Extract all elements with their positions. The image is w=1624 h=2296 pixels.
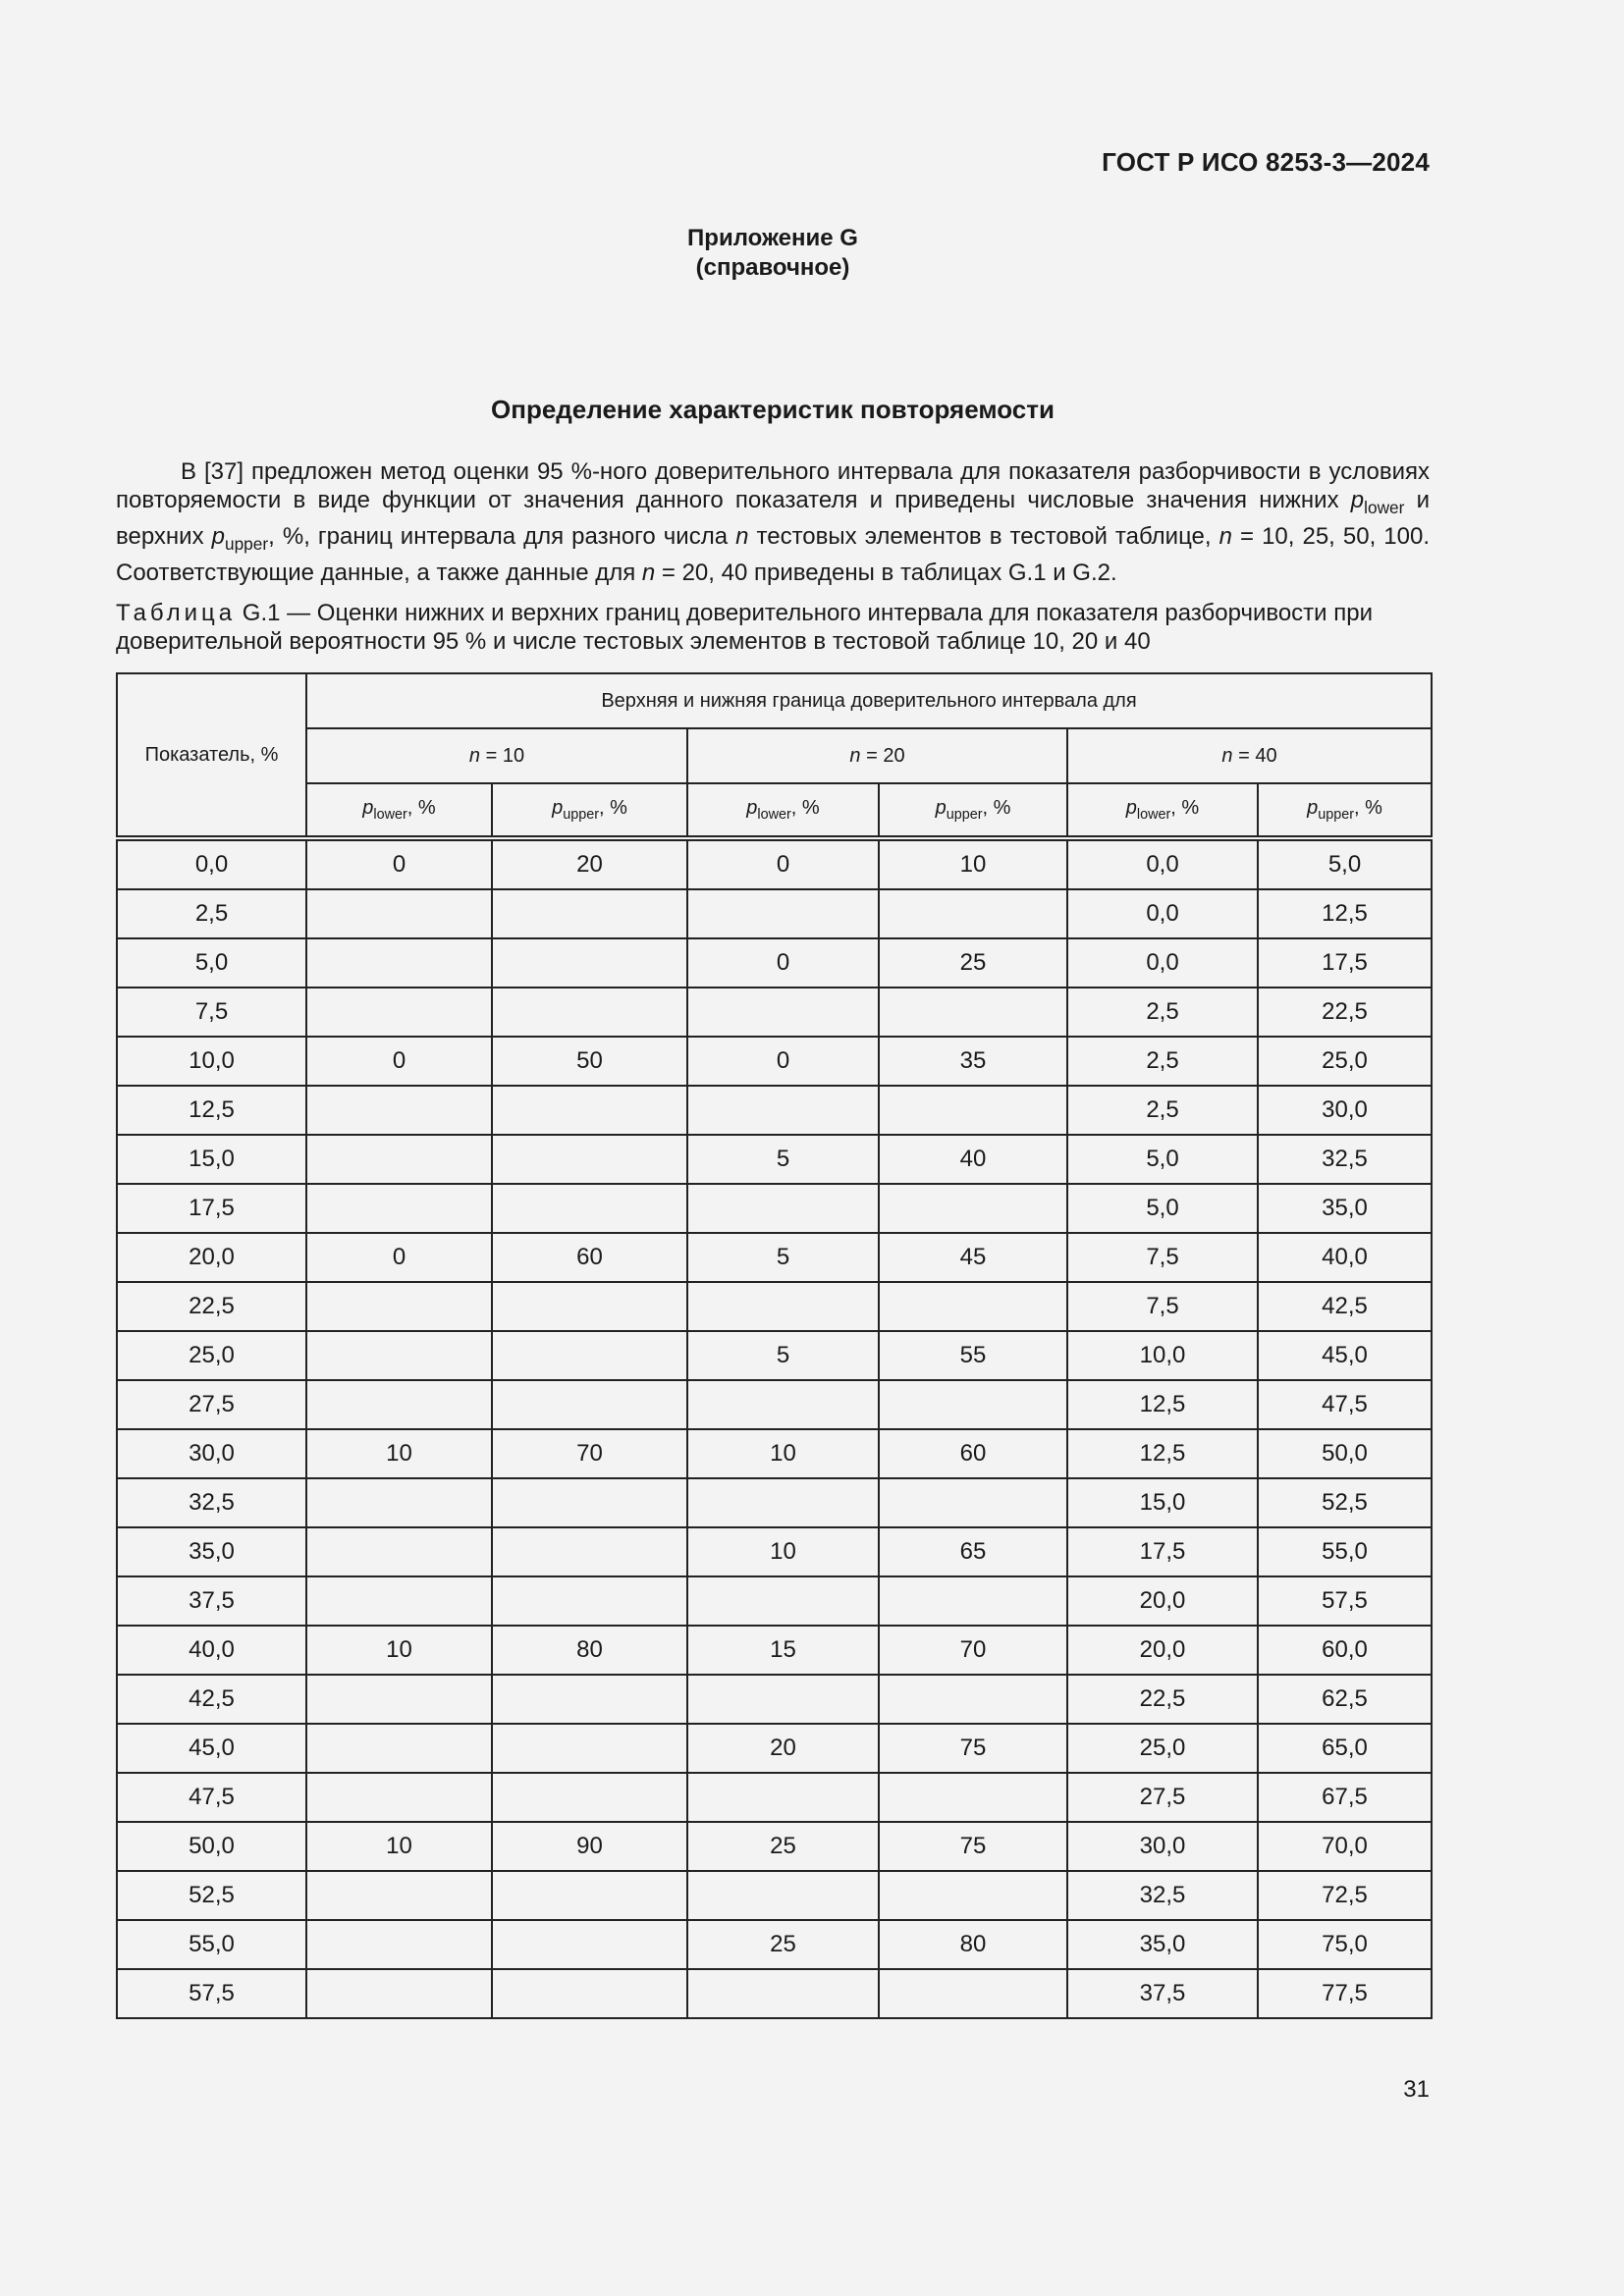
table-cell [492,1773,687,1822]
table-cell [306,1184,492,1233]
table-cell: 2,5 [1067,1037,1258,1086]
table-row [117,1282,1432,1331]
table-cell [879,1184,1067,1233]
indicator-cell: 35,0 [117,1527,306,1576]
table-cell: 32,5 [1258,1135,1432,1184]
column-header-n40: n = 40 [1067,728,1432,783]
table-cell [687,1282,879,1331]
table-row [117,988,1432,1037]
table-cell [492,938,687,988]
table-cell: 47,5 [1258,1380,1432,1429]
table-cell [306,1773,492,1822]
table-cell: 45,0 [1258,1331,1432,1380]
indicator-cell: 20,0 [117,1233,306,1282]
table-cell [687,889,879,938]
table-cell: 75 [879,1724,1067,1773]
indicator-cell: 5,0 [117,938,306,988]
table-cell: 25,0 [1258,1037,1432,1086]
table-cell: 0 [306,1037,492,1086]
table-cell [492,1871,687,1920]
table-row [117,1086,1432,1135]
table-cell [492,1724,687,1773]
table-cell [687,988,879,1037]
column-header-n20: n = 20 [687,728,1067,783]
table-body [117,838,1432,2018]
column-header-p-lower: $p_{lower}$, % [687,783,879,838]
section-title: Определение характеристик повторяемости [491,395,1055,424]
table-row [117,1380,1432,1429]
table-row [117,838,1432,889]
column-header-indicator: Показатель, % [117,673,306,838]
table-caption-label: Таблица [116,600,237,626]
table-cell: 2,5 [1067,988,1258,1037]
table-cell: 17,5 [1067,1527,1258,1576]
table-row [117,1724,1432,1773]
table-cell [879,988,1067,1037]
intro-paragraph: В [37] предложен метод оценки 95 %-ного доверительного интервала для показателя разборчивости в условиях повторяемости в виде функции от значения данного показателя и приведены числовые значения нижних $p_{lower}$ и верхних $p_{upper}$, %, границ интервала для разного числа n тестовых элементов в тестовой таблице, n = 10, 25, 50, 100. Соответствующие данные, а также данные для n = 20, 40 приведены в таблицах G.1 и G.2. [116,458,1431,587]
table-row [117,1626,1432,1675]
table-cell: 27,5 [1067,1773,1258,1822]
indicator-cell: 15,0 [117,1135,306,1184]
column-header-p-upper: $p_{upper}$, % [879,783,1067,838]
table-cell [492,1135,687,1184]
table-row [117,1037,1432,1086]
table-cell: 10 [306,1822,492,1871]
table-cell: 50,0 [1258,1429,1432,1478]
column-header-p-lower: $p_{lower}$, % [1067,783,1258,838]
table-cell: 40,0 [1258,1233,1432,1282]
indicator-cell: 52,5 [117,1871,306,1920]
column-header-group: Верхняя и нижняя граница доверительного интервала для [306,673,1432,728]
table-cell: 5 [687,1331,879,1380]
table-cell: 0 [306,838,492,889]
table-cell: 17,5 [1258,938,1432,988]
table-row [117,1527,1432,1576]
table-cell: 10,0 [1067,1331,1258,1380]
table-cell: 12,5 [1258,889,1432,938]
table-cell [687,1478,879,1527]
table-cell: 77,5 [1258,1969,1432,2018]
table-cell [306,1724,492,1773]
table-row [117,1920,1432,1969]
table-cell: 10 [687,1429,879,1478]
indicator-cell: 47,5 [117,1773,306,1822]
table-row [117,1822,1432,1871]
table-row [117,1969,1432,2018]
table-cell: 10 [306,1626,492,1675]
indicator-cell: 12,5 [117,1086,306,1135]
table-row [117,938,1432,988]
table-cell: 70,0 [1258,1822,1432,1871]
table-cell [492,1920,687,1969]
table-cell: 72,5 [1258,1871,1432,1920]
table-cell: 35,0 [1067,1920,1258,1969]
table-cell: 65,0 [1258,1724,1432,1773]
document-code: ГОСТ Р ИСО 8253-3—2024 [1102,147,1430,177]
table-row [117,1184,1432,1233]
table-cell: 10 [879,838,1067,889]
table-cell [687,1576,879,1626]
table-cell: 0,0 [1067,889,1258,938]
table-cell: 0 [306,1233,492,1282]
table-cell: 7,5 [1067,1282,1258,1331]
table-cell: 25 [879,938,1067,988]
table-cell: 75 [879,1822,1067,1871]
table-cell: 80 [879,1920,1067,1969]
table-cell: 75,0 [1258,1920,1432,1969]
table-cell [492,1086,687,1135]
indicator-cell: 22,5 [117,1282,306,1331]
table-row [117,1429,1432,1478]
indicator-cell: 7,5 [117,988,306,1037]
table-cell: 62,5 [1258,1675,1432,1724]
indicator-cell: 2,5 [117,889,306,938]
table-cell: 45 [879,1233,1067,1282]
table-cell [687,1969,879,2018]
table-cell: 37,5 [1067,1969,1258,2018]
table-cell: 42,5 [1258,1282,1432,1331]
table-cell: 60 [879,1429,1067,1478]
table-cell: 60 [492,1233,687,1282]
table-cell: 35 [879,1037,1067,1086]
table-row [117,1331,1432,1380]
table-cell: 15 [687,1626,879,1675]
indicator-cell: 32,5 [117,1478,306,1527]
table-cell: 5 [687,1135,879,1184]
table-cell [687,1380,879,1429]
table-cell [306,988,492,1037]
table-cell: 20 [687,1724,879,1773]
table-row [117,1478,1432,1527]
table-cell: 5,0 [1067,1184,1258,1233]
table-cell [306,1871,492,1920]
column-header-n10: n = 10 [306,728,687,783]
table-cell: 40 [879,1135,1067,1184]
indicator-cell: 50,0 [117,1822,306,1871]
table-row [117,1773,1432,1822]
table-cell: 2,5 [1067,1086,1258,1135]
indicator-cell: 40,0 [117,1626,306,1675]
table-cell: 0,0 [1067,838,1258,889]
table-caption [116,599,1430,656]
table-cell [306,1282,492,1331]
table-cell [306,1380,492,1429]
table-cell [492,1282,687,1331]
table-row [117,889,1432,938]
table-cell: 5,0 [1067,1135,1258,1184]
table-cell: 57,5 [1258,1576,1432,1626]
table-cell [492,1380,687,1429]
table-cell [306,1527,492,1576]
indicator-cell: 42,5 [117,1675,306,1724]
annex-heading [0,224,1545,283]
table-cell [879,1576,1067,1626]
table-caption-text: G.1 — Оценки нижних и верхних границ доверительного интервала для показателя разборчивости при доверительной вероятности 95 % и числе тестовых элементов в тестовой таблице 10, 20 и 40 [116,600,1373,655]
indicator-cell: 17,5 [117,1184,306,1233]
table-cell [306,889,492,938]
table-cell [879,1086,1067,1135]
table-cell: 0 [687,838,879,889]
table-cell: 0 [687,938,879,988]
table-cell: 60,0 [1258,1626,1432,1675]
table-row [117,1675,1432,1724]
column-header-p-lower: $p_{lower}$, % [306,783,492,838]
table-cell [687,1086,879,1135]
table-cell [687,1675,879,1724]
table-cell [879,1773,1067,1822]
table-cell: 12,5 [1067,1429,1258,1478]
table-cell: 67,5 [1258,1773,1432,1822]
table-cell: 65 [879,1527,1067,1576]
table-cell: 80 [492,1626,687,1675]
table-cell [879,1282,1067,1331]
table-cell: 10 [306,1429,492,1478]
table-cell [306,1478,492,1527]
table-cell: 52,5 [1258,1478,1432,1527]
table-cell: 30,0 [1258,1086,1432,1135]
table-cell: 90 [492,1822,687,1871]
table-cell: 70 [879,1626,1067,1675]
table-cell [687,1184,879,1233]
table-cell: 12,5 [1067,1380,1258,1429]
table-cell [306,1135,492,1184]
table-cell [306,1969,492,2018]
table-cell: 20 [492,838,687,889]
table-cell [492,988,687,1037]
table-row [117,1576,1432,1626]
table-cell: 0 [687,1037,879,1086]
table-cell: 35,0 [1258,1184,1432,1233]
table-cell [879,1675,1067,1724]
indicator-cell: 57,5 [117,1969,306,2018]
table-cell [306,1920,492,1969]
table-cell: 25,0 [1067,1724,1258,1773]
table-cell: 25 [687,1920,879,1969]
table-cell [492,1576,687,1626]
table-cell: 32,5 [1067,1871,1258,1920]
table-cell [492,1675,687,1724]
table-cell: 55 [879,1331,1067,1380]
table-row [117,1871,1432,1920]
table-cell: 25 [687,1822,879,1871]
table-cell: 20,0 [1067,1576,1258,1626]
table-cell [492,889,687,938]
table-cell: 70 [492,1429,687,1478]
table-cell [879,1871,1067,1920]
indicator-cell: 0,0 [117,838,306,889]
table-cell [687,1773,879,1822]
table-cell: 50 [492,1037,687,1086]
table-cell: 5 [687,1233,879,1282]
table-cell: 20,0 [1067,1626,1258,1675]
annex-title: Приложение G [687,225,858,251]
table-cell: 10 [687,1527,879,1576]
table-cell [492,1969,687,2018]
page-number: 31 [1403,2076,1430,2103]
annex-subtitle: (справочное) [695,254,850,281]
table-cell: 7,5 [1067,1233,1258,1282]
table-cell [687,1871,879,1920]
column-header-p-upper: $p_{upper}$, % [492,783,687,838]
table-cell [879,889,1067,938]
table-row [117,1233,1432,1282]
indicator-cell: 10,0 [117,1037,306,1086]
indicator-cell: 55,0 [117,1920,306,1969]
table-cell: 15,0 [1067,1478,1258,1527]
table-cell [306,1086,492,1135]
indicator-cell: 45,0 [117,1724,306,1773]
table-cell: 22,5 [1067,1675,1258,1724]
table-row [117,1135,1432,1184]
confidence-interval-table [116,672,1433,2019]
table-cell: 55,0 [1258,1527,1432,1576]
table-cell [879,1380,1067,1429]
indicator-cell: 30,0 [117,1429,306,1478]
table-cell [492,1184,687,1233]
table-cell: 5,0 [1258,838,1432,889]
table-cell [306,1675,492,1724]
table-cell [879,1969,1067,2018]
indicator-cell: 37,5 [117,1576,306,1626]
table-cell [306,938,492,988]
indicator-cell: 27,5 [117,1380,306,1429]
indicator-cell: 25,0 [117,1331,306,1380]
table-cell [492,1478,687,1527]
column-header-p-upper: $p_{upper}$, % [1258,783,1432,838]
table-cell: 0,0 [1067,938,1258,988]
table-cell: 22,5 [1258,988,1432,1037]
table-cell: 30,0 [1067,1822,1258,1871]
table-cell [306,1576,492,1626]
table-cell [492,1527,687,1576]
table-cell [879,1478,1067,1527]
table-cell [306,1331,492,1380]
table-cell [492,1331,687,1380]
